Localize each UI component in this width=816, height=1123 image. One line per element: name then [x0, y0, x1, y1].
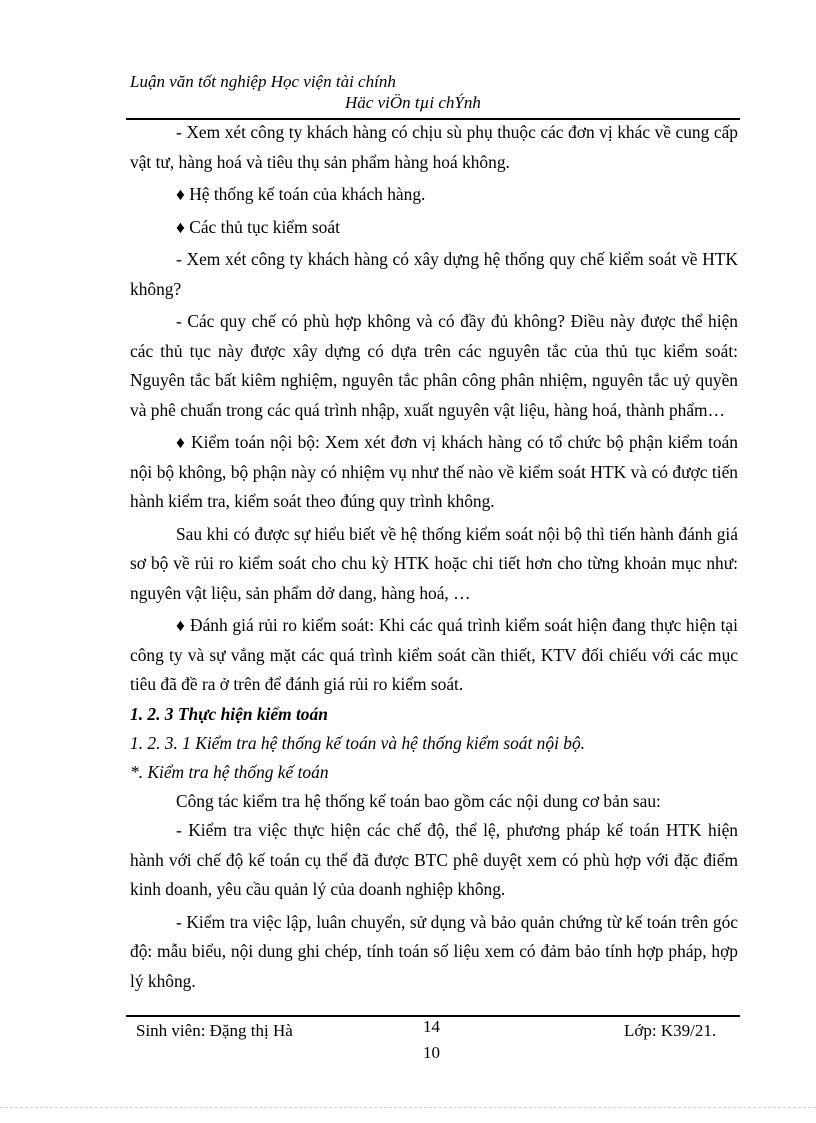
sub-subsection-heading: *. Kiểm tra hệ thống kế toán	[130, 761, 329, 782]
document-header-garbled: Häc viÖn tµi chÝnh	[345, 93, 481, 112]
footer-class: Lớp: K39/21.	[624, 1021, 717, 1040]
paragraph-basic-contents: Công tác kiểm tra hệ thống kế toán bao gồm các nội dung cơ bản sau:	[176, 790, 661, 811]
footer-page-number: 14	[423, 1017, 440, 1036]
paragraph-accounting-system: ♦ Hệ thống kế toán của khách hàng.	[176, 184, 426, 204]
paragraph-control-procedures: ♦ Các thủ tục kiểm soát	[176, 216, 340, 237]
section-heading: 1. 2. 3 Thực hiện kiểm toán	[130, 703, 328, 724]
paragraph-preliminary-assessment: Sau khi có được sự hiểu biết về hệ thống kiểm soát nội bộ thì tiến hành đánh giá sơ bộ về rủi ro kiểm soát cho chu kỳ HTK hoặc chi tiết hơn cho từng khoản mục như: nguyên vật liệu, sản phẩm dở dang, hàng hoá, …	[130, 523, 738, 603]
footer-student-name: Sinh viên: Đặng thị Hà	[136, 1021, 293, 1040]
document-header-title: Luận văn tốt nghiệp Học viện tài chính	[130, 72, 396, 91]
paragraph-check-vouchers: - Kiểm tra việc lập, luân chuyển, sử dụng và bảo quản chứng từ kế toán trên góc độ: mẫu biểu, nội dung ghi chép, tính toán số liệu xem có đảm bảo tính hợp pháp, hợp lý không.	[130, 911, 738, 991]
paragraph-control-regulations: - Xem xét công ty khách hàng có xây dựng hệ thống quy chế kiểm soát về HTK không?	[130, 249, 738, 299]
paragraph-internal-audit: ♦ Kiểm toán nội bộ: Xem xét đơn vị khách hàng có tổ chức bộ phận kiểm toán nội bộ không, bộ phận này có nhiệm vụ như thế nào về kiểm soát HTK và có được tiến hành kiểm tra, kiểm soát theo đúng quy trình không.	[130, 432, 738, 511]
paragraph-dependency: - Xem xét công ty khách hàng có chịu sù phụ thuộc các đơn vị khác về cung cấp vật tư, hàng hoá và tiêu thụ sản phẩm hàng hoá không.	[130, 122, 738, 172]
paragraph-check-regimes: - Kiểm tra việc thực hiện các chế độ, thể lệ, phương pháp kế toán HTK hiện hành với chế độ kế toán cụ thể đã được BTC phê duyệt xem có phù hợp với đặc điểm kinh doanh, yêu cầu quản lý của doanh nghiệp không.	[130, 820, 738, 899]
paragraph-control-risk: ♦ Đánh giá rủi ro kiểm soát: Khi các quá trình kiểm soát hiện đang thực hiện tại công ty và sự vắng mặt các quá trình kiểm soát cần thiết, KTV đối chiếu với các mục tiêu đã đề ra ở trên để đánh giá rủi ro kiểm soát.	[130, 615, 738, 694]
paragraph-regulation-principles: - Các quy chế có phù hợp không và có đầy đủ không? Điều này được thể hiện các thủ tục này được xây dựng có dựa trên các nguyên tắc của thủ tục kiểm soát: Nguyên tắc bất kiêm nghiệm, nguyên tắc phân công phân nhiệm, nguyên tắc uỷ quyền và phê chuẩn trong các quá trình nhập, xuất nguyên vật liệu, hàng hoá, thành phẩm…	[130, 311, 738, 420]
page-bottom-border	[0, 1107, 816, 1108]
footer-page-number-secondary: 10	[423, 1043, 440, 1062]
document-body	[130, 118, 738, 996]
subsection-heading: 1. 2. 3. 1 Kiểm tra hệ thống kế toán và hệ thống kiểm soát nội bộ.	[130, 732, 585, 753]
